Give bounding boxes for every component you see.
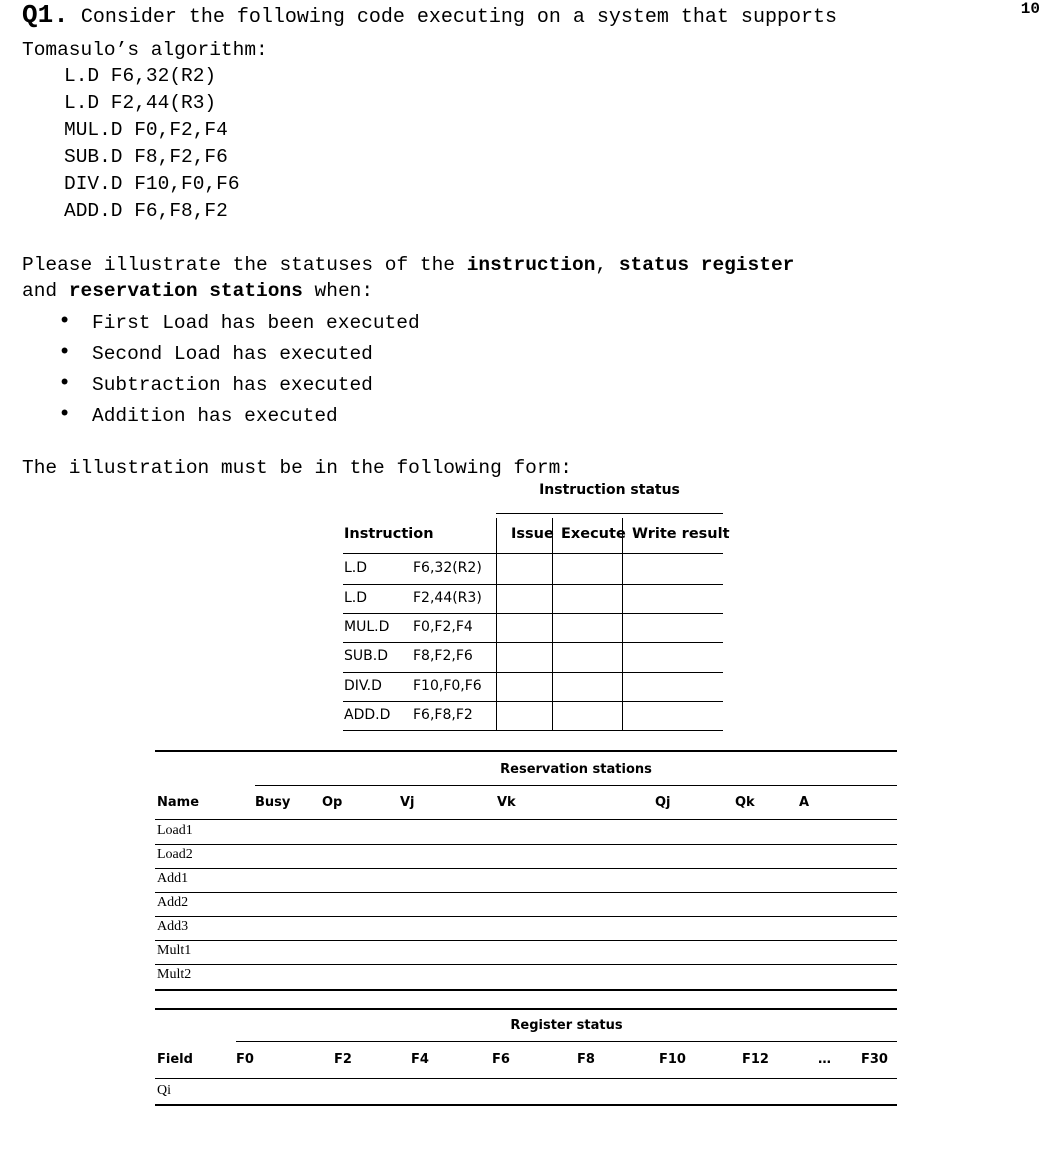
header-busy: Busy bbox=[255, 795, 291, 810]
intro-line-2: Tomasulo’s algorithm: bbox=[22, 39, 268, 61]
rs-row-name: Add3 bbox=[157, 919, 189, 934]
rs-row-name: Load2 bbox=[157, 847, 193, 862]
register-label: F30 bbox=[861, 1052, 888, 1067]
divider bbox=[155, 819, 897, 820]
header-name: Name bbox=[157, 795, 200, 810]
instr-op: L.D bbox=[344, 560, 368, 576]
divider bbox=[496, 513, 723, 514]
divider bbox=[155, 989, 897, 991]
divider bbox=[155, 892, 897, 893]
divider bbox=[343, 730, 723, 731]
prompt-text: and bbox=[22, 280, 69, 302]
instr-op: MUL.D bbox=[344, 619, 390, 635]
question-number: Q1. bbox=[22, 0, 69, 30]
instr-op: L.D bbox=[344, 590, 368, 606]
divider bbox=[155, 916, 897, 917]
points-value: 10 bbox=[1020, 0, 1040, 18]
register-status-title: Register status bbox=[510, 1018, 623, 1033]
divider bbox=[236, 1041, 897, 1042]
intro-line-1: Consider the following code executing on a system that supports bbox=[80, 6, 837, 29]
divider bbox=[155, 1104, 897, 1106]
instr-args: F8,F2,F6 bbox=[413, 648, 473, 664]
instr-op: DIV.D bbox=[344, 678, 382, 694]
table-row bbox=[343, 702, 723, 731]
prompt-text: when: bbox=[302, 280, 374, 302]
code-line: SUB.D F8,F2,F6 bbox=[64, 146, 228, 168]
register-label: F8 bbox=[577, 1052, 595, 1067]
register-label: F10 bbox=[659, 1052, 686, 1067]
table-row bbox=[343, 673, 723, 702]
header-op: Op bbox=[322, 795, 343, 810]
bullet-item: • Addition has executed bbox=[58, 403, 420, 434]
code-line: MUL.D F0,F2,F4 bbox=[64, 119, 228, 141]
code-line: DIV.D F10,F0,F6 bbox=[64, 173, 240, 195]
divider bbox=[155, 1008, 897, 1010]
rs-row-name: Mult1 bbox=[157, 943, 192, 958]
header-field: Field bbox=[157, 1052, 193, 1067]
register-label: F4 bbox=[411, 1052, 429, 1067]
bullet-list bbox=[58, 310, 420, 434]
header-qj: Qj bbox=[655, 795, 671, 810]
divider bbox=[343, 553, 723, 554]
divider bbox=[155, 940, 897, 941]
code-line: ADD.D F6,F8,F2 bbox=[64, 200, 228, 222]
instr-op: ADD.D bbox=[344, 707, 391, 723]
register-label: F2 bbox=[334, 1052, 352, 1067]
header-execute: Execute bbox=[561, 526, 626, 542]
prompt-line-1 bbox=[22, 254, 794, 276]
divider bbox=[155, 964, 897, 965]
header-issue: Issue bbox=[511, 526, 554, 542]
instr-args: F6,F8,F2 bbox=[413, 707, 473, 723]
bullet-item: • First Load has been executed bbox=[58, 310, 420, 341]
register-label: F12 bbox=[742, 1052, 769, 1067]
table-row bbox=[343, 614, 723, 643]
prompt-sep: , bbox=[595, 254, 619, 276]
instruction-status-title: Instruction status bbox=[539, 482, 680, 498]
prompt-bold-reservation-stations: reservation stations bbox=[68, 280, 303, 302]
divider bbox=[155, 750, 897, 752]
divider bbox=[155, 844, 897, 845]
code-line: L.D F6,32(R2) bbox=[64, 65, 217, 87]
code-line: L.D F2,44(R3) bbox=[64, 92, 217, 114]
register-label: F0 bbox=[236, 1052, 254, 1067]
table-row bbox=[343, 585, 723, 614]
instr-args: F0,F2,F4 bbox=[413, 619, 473, 635]
header-write-result: Write result bbox=[632, 526, 730, 542]
rs-row-name: Mult2 bbox=[157, 967, 192, 982]
register-label: F6 bbox=[492, 1052, 510, 1067]
table-row bbox=[343, 643, 723, 672]
instr-args: F6,32(R2) bbox=[413, 560, 482, 576]
divider bbox=[155, 868, 897, 869]
divider bbox=[255, 785, 897, 786]
row-label-qi: Qi bbox=[157, 1083, 171, 1098]
rs-row-name: Add2 bbox=[157, 895, 189, 910]
prompt-bold-status-register: status register bbox=[618, 254, 795, 276]
prompt-bold-instruction: instruction bbox=[466, 254, 596, 276]
header-qk: Qk bbox=[735, 795, 755, 810]
bullet-item: • Subtraction has executed bbox=[58, 372, 420, 403]
header-instruction: Instruction bbox=[344, 526, 434, 542]
table-row bbox=[343, 555, 723, 584]
divider bbox=[155, 1078, 897, 1079]
rs-row-name: Load1 bbox=[157, 823, 193, 838]
register-ellipsis: … bbox=[818, 1052, 831, 1067]
reservation-stations-title: Reservation stations bbox=[500, 762, 652, 777]
header-vj: Vj bbox=[400, 795, 415, 810]
header-vk: Vk bbox=[497, 795, 516, 810]
instr-op: SUB.D bbox=[344, 648, 388, 664]
prompt-line-2 bbox=[22, 280, 373, 302]
bullet-item: • Second Load has executed bbox=[58, 341, 420, 372]
form-intro: The illustration must be in the following form: bbox=[22, 457, 572, 479]
question-heading bbox=[22, 0, 837, 30]
prompt-text: Please illustrate the statuses of the bbox=[22, 254, 467, 276]
rs-row-name: Add1 bbox=[157, 871, 189, 886]
instr-args: F10,F0,F6 bbox=[413, 678, 482, 694]
instr-args: F2,44(R3) bbox=[413, 590, 482, 606]
header-a: A bbox=[799, 795, 810, 810]
